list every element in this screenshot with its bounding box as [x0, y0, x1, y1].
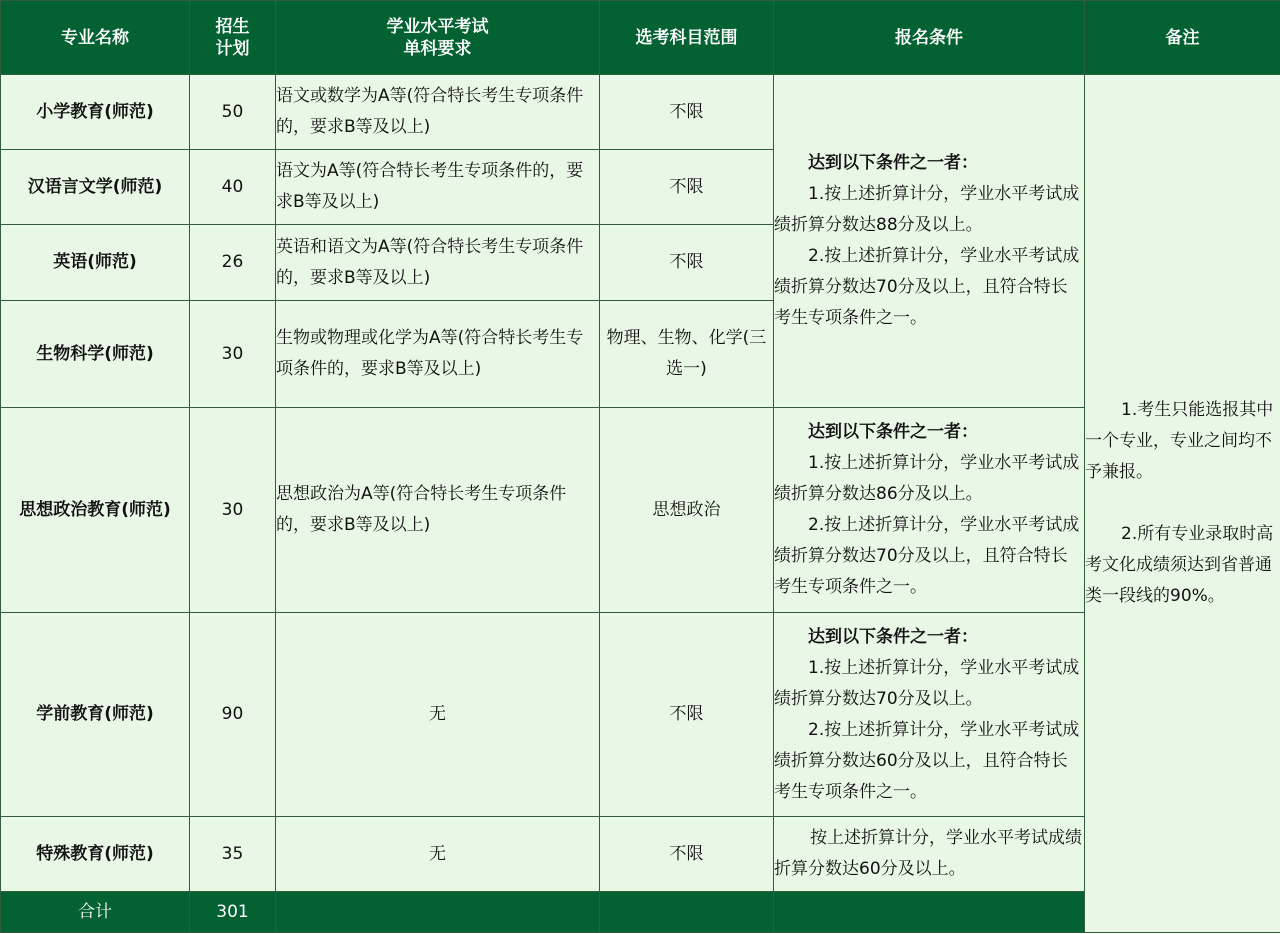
header-plan-line2: 计划 — [215, 38, 250, 59]
total-plan: 301 — [190, 892, 276, 933]
conditions-group-2 — [774, 408, 1085, 613]
subject-requirement: 无 — [276, 817, 600, 892]
subject-requirement: 语文为A等(符合特长考生专项条件的，要求B等及以上) — [276, 150, 600, 225]
condition-item: 2.按上述折算计分，学业水平考试成绩折算分数达70分及以上，且符合特长考生专项条件之一。 — [774, 515, 1080, 597]
header-row — [1, 1, 1280, 75]
condition-item: 2.按上述折算计分，学业水平考试成绩折算分数达60分及以上，且符合特长考生专项条件之一。 — [774, 719, 1080, 802]
table-row — [1, 75, 1280, 150]
header-plan — [190, 1, 276, 75]
note-item: 2.所有专业录取时高考文化成绩须达到省普通类一段线的90%。 — [1085, 524, 1274, 606]
subject-requirement: 生物或物理或化学为A等(符合特长考生专项条件的，要求B等及以上) — [276, 301, 600, 408]
total-empty — [276, 892, 600, 933]
notes-cell — [1085, 75, 1280, 933]
elective-scope: 不限 — [600, 613, 774, 817]
plan-count: 40 — [190, 150, 276, 225]
note-item: 1.考生只能选报其中一个专业，专业之间均不予兼报。 — [1085, 400, 1274, 482]
header-notes: 备注 — [1085, 1, 1280, 75]
subject-requirement: 无 — [276, 613, 600, 817]
header-requirement — [276, 1, 600, 75]
major-name: 小学教育(师范) — [1, 75, 190, 150]
plan-count: 26 — [190, 225, 276, 301]
total-empty — [600, 892, 774, 933]
condition-item: 2.按上述折算计分，学业水平考试成绩折算分数达70分及以上，且符合特长考生专项条件之一。 — [774, 246, 1080, 328]
condition-item: 1.按上述折算计分，学业水平考试成绩折算分数达70分及以上。 — [774, 657, 1080, 709]
subject-requirement: 英语和语文为A等(符合特长考生专项条件的，要求B等及以上) — [276, 225, 600, 301]
condition-item: 1.按上述折算计分，学业水平考试成绩折算分数达86分及以上。 — [774, 453, 1080, 504]
total-empty — [774, 892, 1085, 933]
major-name: 汉语言文学(师范) — [1, 150, 190, 225]
elective-scope: 思想政治 — [600, 408, 774, 613]
elective-scope: 不限 — [600, 75, 774, 150]
conditions-group-4 — [774, 817, 1085, 892]
header-plan-line1: 招生 — [215, 16, 250, 37]
plan-count: 30 — [190, 301, 276, 408]
major-name: 思想政治教育(师范) — [1, 408, 190, 613]
major-name: 英语(师范) — [1, 225, 190, 301]
header-major: 专业名称 — [1, 1, 190, 75]
elective-scope: 不限 — [600, 817, 774, 892]
major-name: 学前教育(师范) — [1, 613, 190, 817]
major-name: 生物科学(师范) — [1, 301, 190, 408]
conditions-group-1 — [774, 75, 1085, 408]
conditions-lead: 达到以下条件之一者： — [808, 153, 978, 173]
plan-count: 35 — [190, 817, 276, 892]
plan-count: 50 — [190, 75, 276, 150]
elective-scope: 不限 — [600, 150, 774, 225]
elective-scope: 不限 — [600, 225, 774, 301]
header-scope: 选考科目范围 — [600, 1, 774, 75]
total-label: 合计 — [1, 892, 190, 933]
conditions-lead: 达到以下条件之一者： — [808, 626, 978, 647]
subject-requirement: 语文或数学为A等(符合特长考生专项条件的，要求B等及以上) — [276, 75, 600, 150]
header-conditions: 报名条件 — [774, 1, 1085, 75]
header-req-line1: 学业水平考试 — [386, 16, 489, 37]
elective-scope: 物理、生物、化学(三选一) — [600, 301, 774, 408]
subject-requirement: 思想政治为A等(符合特长考生专项条件的，要求B等及以上) — [276, 408, 600, 613]
major-name: 特殊教育(师范) — [1, 817, 190, 892]
header-req-line2: 单科要求 — [403, 38, 472, 59]
plan-count: 90 — [190, 613, 276, 817]
conditions-group-3 — [774, 613, 1085, 817]
plan-count: 30 — [190, 408, 276, 613]
condition-item: 1.按上述折算计分，学业水平考试成绩折算分数达88分及以上。 — [774, 184, 1080, 235]
conditions-lead: 达到以下条件之一者： — [808, 422, 978, 442]
condition-item: 按上述折算计分，学业水平考试成绩折算分数达60分及以上。 — [774, 828, 1082, 879]
